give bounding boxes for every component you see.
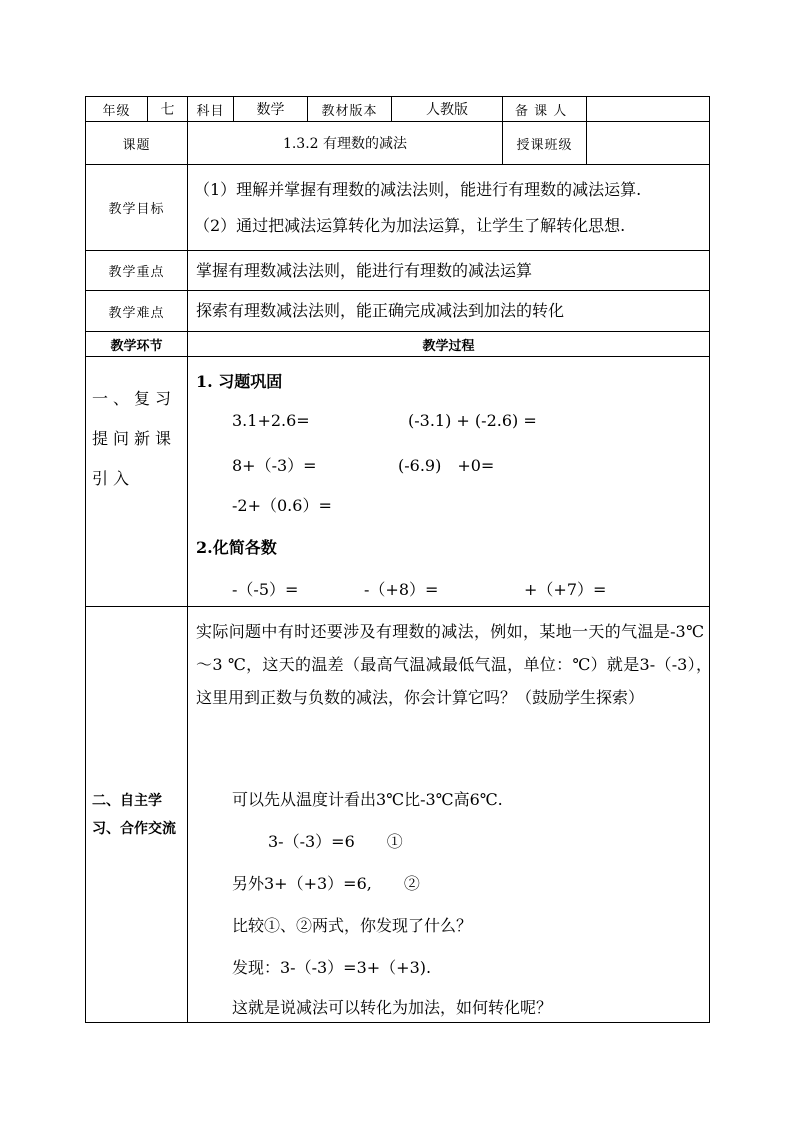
step-header: 教学环节 <box>86 332 188 357</box>
section2-line: 比较①、②两式，你发现了什么？ <box>232 916 473 935</box>
topic-row <box>86 122 710 165</box>
objectives-row <box>86 165 710 251</box>
review-heading: 1. 习题巩固 <box>196 372 283 391</box>
textbook-label: 教材版本 <box>308 97 392 122</box>
difficulties-label: 教学难点 <box>86 291 188 332</box>
process-header-row <box>86 332 710 357</box>
exercise-item: (-6.9) +0= <box>398 456 495 475</box>
class-label: 授课班级 <box>503 122 587 165</box>
topic-label: 课题 <box>86 122 188 165</box>
section1-row <box>86 357 710 607</box>
section2-line: 可以先从温度计看出3℃比-3℃高6℃. <box>232 790 503 809</box>
preparer-label: 备 课 人 <box>503 97 587 122</box>
key-points-label: 教学重点 <box>86 251 188 291</box>
section2-row <box>86 607 710 1023</box>
textbook-value: 人教版 <box>392 97 503 122</box>
section2-equation: 另外3+（+3）=6, ② <box>232 874 420 893</box>
subject-value: 数学 <box>234 97 308 122</box>
section2-line: 这就是说减法可以转化为加法，如何转化呢？ <box>232 998 553 1017</box>
key-points-row <box>86 251 710 291</box>
header-row <box>86 97 710 122</box>
objectives-label: 教学目标 <box>86 165 188 251</box>
simplify-item: -（-5）= <box>232 580 299 599</box>
section1-content <box>188 357 710 607</box>
section2-paragraph: 实际问题中有时还要涉及有理数的减法，例如，某地一天的气温是-3℃～3 ℃，这天的温差（最高气温减最低气温，单位：℃）就是3-（-3）， 这里用到正数与负数的减法，你会计算它吗？（鼓励学生探索） <box>196 622 721 707</box>
topic-value: 1.3.2 有理数的减法 <box>188 122 503 165</box>
section2-line: 发现：3-（-3）=3+（+3). <box>232 958 432 977</box>
subject-label: 科目 <box>188 97 234 122</box>
exercise-item: 3.1+2.6= <box>232 411 310 430</box>
simplify-item: -（+8）= <box>364 580 439 599</box>
objective-item: （1）理解并掌握有理数的减法法则，能进行有理数的减法运算. <box>194 179 642 199</box>
exercise-item: (-3.1) + (-2.6) = <box>408 411 537 430</box>
key-points-value: 掌握有理数减法法则，能进行有理数的减法运算 <box>188 251 710 291</box>
difficulties-value: 探索有理数减法法则，能正确完成减法到加法的转化 <box>188 291 710 332</box>
section1-label: 一、复习提问新课引入 <box>86 357 188 607</box>
lesson-plan-table <box>85 96 721 1023</box>
section2-label: 二、自主学习、合作交流 <box>86 607 188 1023</box>
section2-content <box>188 607 721 1023</box>
class-value <box>587 122 710 165</box>
grade-label: 年级 <box>86 97 148 122</box>
exercise-item: -2+（0.6）= <box>232 496 332 515</box>
objectives-content <box>188 165 710 251</box>
difficulties-row <box>86 291 710 332</box>
section2-equation: 3-（-3）=6 ① <box>268 832 403 851</box>
simplify-heading: 2.化简各数 <box>196 538 277 557</box>
process-header: 教学过程 <box>188 332 710 357</box>
grade-value: 七 <box>148 97 188 122</box>
preparer-value <box>587 97 710 122</box>
simplify-item: +（+7）= <box>524 580 607 599</box>
objective-item: （2）通过把减法运算转化为加法运算，让学生了解转化思想. <box>194 215 626 235</box>
exercise-item: 8+（-3）= <box>232 456 317 475</box>
